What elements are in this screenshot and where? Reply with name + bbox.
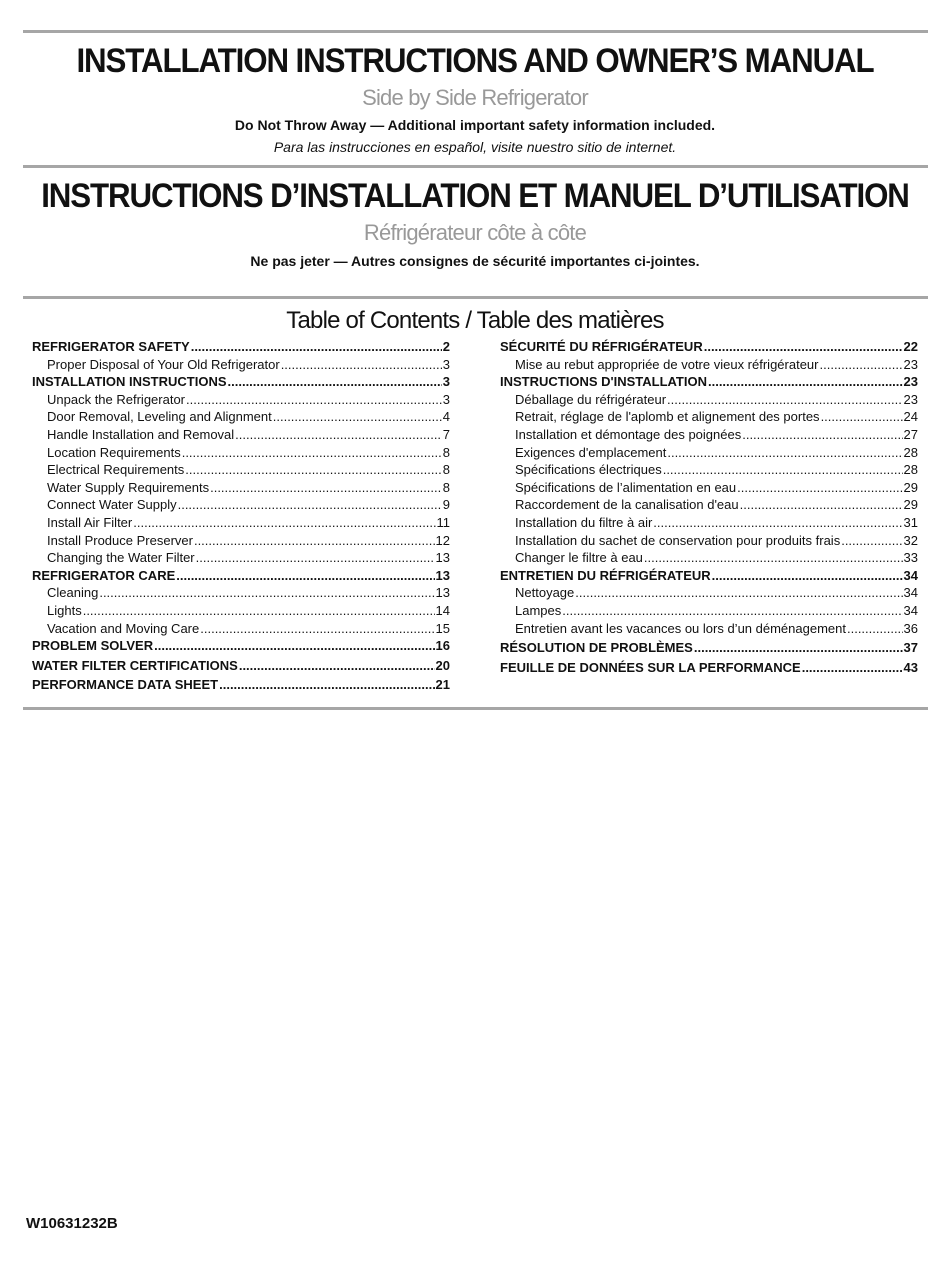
toc-entry[interactable]	[32, 620, 450, 638]
toc-entry-label: Mise au rebut appropriée de votre vieux réfrigérateur	[515, 356, 819, 372]
toc-entry-page: 29	[903, 479, 918, 495]
toc-title: Table of Contents / Table des matières	[286, 307, 664, 334]
toc-entry-page: 32	[903, 532, 918, 548]
toc-entry-page: 8	[442, 462, 450, 478]
toc-entry[interactable]	[32, 514, 450, 532]
toc-entry-label: Door Removal, Leveling and Alignment	[47, 409, 272, 425]
toc-entry-page: 23	[903, 391, 918, 407]
toc-entry-label: WATER FILTER CERTIFICATIONS	[32, 657, 238, 673]
french-subtitle: Réfrigérateur côte à côte	[363, 220, 587, 245]
toc-entry[interactable]	[32, 532, 450, 550]
toc-entry-label: Installation et démontage des poignées	[515, 426, 742, 442]
toc-entry-page: 23	[903, 356, 918, 372]
toc-entry-label: INSTRUCTIONS D'INSTALLATION	[500, 374, 707, 390]
toc-entry[interactable]	[32, 602, 450, 620]
toc-entry[interactable]	[500, 639, 918, 657]
toc-leader-dots	[273, 408, 442, 426]
toc-entry[interactable]	[32, 338, 450, 356]
document-number: W10631232B	[26, 1215, 118, 1232]
toc-entry-page: 20	[435, 657, 450, 673]
english-subtitle: Side by Side Refrigerator	[362, 85, 588, 110]
toc-entry[interactable]	[500, 444, 918, 462]
toc-leader-dots	[820, 356, 903, 374]
toc-entry-page: 8	[442, 444, 450, 460]
toc-entry[interactable]	[500, 356, 918, 374]
toc-entry-label: Installation du sachet de conservation pour produits frais	[515, 532, 841, 548]
toc-leader-dots	[196, 549, 435, 567]
toc-leader-dots	[575, 584, 902, 602]
toc-leader-dots	[200, 620, 434, 638]
toc-entry-page: 11	[436, 514, 450, 530]
toc-entry[interactable]	[500, 514, 918, 532]
toc-leader-dots	[186, 391, 442, 409]
toc-leader-dots	[562, 602, 902, 620]
toc-entry-page: 36	[903, 620, 918, 636]
toc-leader-dots	[663, 461, 903, 479]
top-rule	[23, 30, 928, 33]
toc-entry[interactable]	[500, 659, 918, 677]
toc-entry-label: Handle Installation and Removal	[47, 426, 235, 442]
toc-entry-page: 31	[903, 514, 918, 530]
toc-entry[interactable]	[32, 549, 450, 567]
spanish-note: Para las instrucciones en español, visite nuestro sitio de internet.	[273, 139, 677, 155]
toc-leader-dots	[740, 496, 903, 514]
toc-entry[interactable]	[32, 496, 450, 514]
toc-entry-label: Installation du filtre à air	[515, 514, 653, 530]
toc-divider-rule	[23, 296, 928, 299]
toc-entry[interactable]	[32, 657, 450, 675]
bottom-rule	[23, 707, 928, 710]
toc-english-column	[32, 338, 450, 694]
toc-entry[interactable]	[32, 426, 450, 444]
toc-entry-page: 7	[442, 426, 450, 442]
toc-entry-page: 12	[435, 532, 450, 548]
toc-entry-label: Lampes	[515, 602, 562, 618]
toc-entry-page: 16	[435, 638, 450, 654]
toc-entry-label: Changer le filtre à eau	[515, 550, 643, 566]
toc-entry-label: Spécifications électriques	[515, 462, 662, 478]
toc-entry[interactable]	[500, 408, 918, 426]
toc-entry-page: 13	[435, 585, 450, 601]
english-notice: Do Not Throw Away — Additional important safety information included.	[234, 117, 716, 133]
toc-entry[interactable]	[500, 549, 918, 567]
toc-leader-dots	[847, 620, 903, 638]
toc-leader-dots	[228, 373, 442, 391]
toc-entry[interactable]	[500, 584, 918, 602]
french-title: INSTRUCTIONS D’INSTALLATION ET MANUEL D’UTILISATION	[41, 177, 909, 215]
toc-leader-dots	[191, 338, 442, 356]
toc-leader-dots	[185, 461, 441, 479]
toc-entry[interactable]	[500, 496, 918, 514]
toc-entry[interactable]	[32, 479, 450, 497]
toc-entry-label: Proper Disposal of Your Old Refrigerator	[47, 356, 280, 372]
toc-entry-page: 14	[435, 602, 450, 618]
toc-leader-dots	[154, 637, 434, 655]
english-title: INSTALLATION INSTRUCTIONS AND OWNER’S MANUAL	[76, 42, 874, 80]
toc-entry-label: Water Supply Requirements	[47, 479, 210, 495]
toc-entry[interactable]	[32, 444, 450, 462]
toc-entry-label: Spécifications de l’alimentation en eau	[515, 479, 737, 495]
toc-entry-page: 37	[903, 640, 918, 656]
toc-entry[interactable]	[32, 356, 450, 374]
toc-entry-page: 22	[903, 339, 918, 354]
toc-entry-label: INSTALLATION INSTRUCTIONS	[32, 374, 227, 390]
toc-entry[interactable]	[32, 373, 450, 391]
toc-entry-page: 15	[435, 620, 450, 636]
toc-entry[interactable]	[500, 338, 918, 356]
toc-entry-label: Connect Water Supply	[47, 497, 177, 513]
toc-entry-label: Cleaning	[47, 585, 99, 601]
toc-entry[interactable]	[500, 391, 918, 409]
toc-entry-label: FEUILLE DE DONNÉES SUR LA PERFORMANCE	[500, 659, 801, 675]
french-notice: Ne pas jeter — Autres consignes de sécurité importantes ci-jointes.	[250, 253, 700, 269]
toc-entry[interactable]	[500, 461, 918, 479]
toc-entry-page: 24	[903, 409, 918, 425]
toc-entry[interactable]	[500, 479, 918, 497]
toc-leader-dots	[219, 676, 434, 694]
toc-leader-dots	[694, 639, 903, 657]
toc-entry-page: 3	[442, 391, 450, 407]
toc-entry[interactable]	[500, 426, 918, 444]
toc-leader-dots	[704, 338, 903, 356]
toc-leader-dots	[802, 659, 903, 677]
toc-entry-page: 28	[903, 462, 918, 478]
toc-entry-page: 2	[442, 339, 450, 354]
toc-leader-dots	[194, 532, 435, 550]
toc-entry-page: 33	[903, 550, 918, 566]
toc-entry[interactable]	[32, 584, 450, 602]
toc-entry-label: Nettoyage	[515, 585, 575, 601]
section-divider-rule	[23, 165, 928, 168]
toc-entry-page: 4	[442, 409, 450, 425]
toc-leader-dots	[178, 496, 442, 514]
toc-entry-page: 28	[903, 444, 918, 460]
toc-entry-page: 21	[435, 677, 450, 693]
toc-entry[interactable]	[500, 620, 918, 638]
toc-entry-page: 13	[435, 550, 450, 566]
toc-entry-label: Exigences d'emplacement	[515, 444, 667, 460]
toc-leader-dots	[83, 602, 435, 620]
toc-entry[interactable]	[500, 567, 918, 585]
toc-entry-label: REFRIGERATOR CARE	[32, 567, 176, 583]
toc-entry[interactable]	[500, 602, 918, 620]
toc-entry-label: Entretien avant les vacances ou lors d’un déménagement	[515, 620, 846, 636]
toc-entry-label: Install Produce Preserver	[47, 532, 193, 548]
toc-leader-dots	[182, 444, 442, 462]
toc-leader-dots	[841, 532, 902, 550]
toc-entry-label: PERFORMANCE DATA SHEET	[32, 677, 219, 693]
toc-entry-page: 3	[442, 374, 450, 390]
toc-entry-page: 34	[903, 602, 918, 618]
toc-entry-page: 8	[442, 479, 450, 495]
toc-entry[interactable]	[500, 373, 918, 391]
toc-entry-label: Unpack the Refrigerator	[47, 391, 186, 407]
toc-entry-label: Install Air Filter	[47, 514, 133, 530]
toc-leader-dots	[653, 514, 902, 532]
toc-leader-dots	[742, 426, 902, 444]
toc-entry-label: Lights	[47, 602, 82, 618]
toc-entry[interactable]	[500, 532, 918, 550]
toc-leader-dots	[281, 356, 442, 374]
toc-entry-label: Electrical Requirements	[47, 462, 185, 478]
toc-entry-page: 34	[903, 585, 918, 601]
toc-entry-label: Retrait, réglage de l'aplomb et alignement des portes	[515, 409, 820, 425]
toc-leader-dots	[239, 657, 435, 675]
toc-entry-page: 27	[903, 426, 918, 442]
toc-entry-page: 23	[903, 374, 918, 390]
toc-entry[interactable]	[32, 676, 450, 694]
toc-leader-dots	[133, 514, 435, 532]
toc-leader-dots	[821, 408, 903, 426]
toc-leader-dots	[235, 426, 442, 444]
toc-leader-dots	[644, 549, 903, 567]
toc-entry-label: Raccordement de la canalisation d'eau	[515, 497, 739, 513]
toc-leader-dots	[708, 373, 903, 391]
toc-entry-label: Changing the Water Filter	[47, 550, 195, 566]
toc-entry-label: Location Requirements	[47, 444, 181, 460]
toc-entry-label: SÉCURITÉ DU RÉFRIGÉRATEUR	[500, 339, 703, 354]
toc-entry-label: REFRIGERATOR SAFETY	[32, 339, 190, 354]
toc-entry[interactable]	[32, 461, 450, 479]
toc-entry-label: Déballage du réfrigérateur	[515, 391, 667, 407]
toc-entry-page: 13	[435, 567, 450, 583]
toc-entry[interactable]	[32, 567, 450, 585]
toc-leader-dots	[210, 479, 442, 497]
toc-entry-label: RÉSOLUTION DE PROBLÈMES	[500, 640, 693, 656]
toc-leader-dots	[667, 391, 902, 409]
toc-entry[interactable]	[32, 408, 450, 426]
toc-entry-page: 3	[442, 356, 450, 372]
toc-entry[interactable]	[32, 637, 450, 655]
toc-leader-dots	[737, 479, 902, 497]
toc-entry-label: PROBLEM SOLVER	[32, 638, 154, 654]
toc-entry-page: 9	[442, 497, 450, 513]
toc-entry-page: 29	[903, 497, 918, 513]
toc-entry-label: Vacation and Moving Care	[47, 620, 200, 636]
toc-leader-dots	[176, 567, 434, 585]
toc-entry-page: 34	[903, 567, 918, 583]
toc-entry-page: 43	[903, 659, 918, 675]
toc-leader-dots	[712, 567, 903, 585]
toc-french-column	[500, 338, 918, 676]
toc-leader-dots	[667, 444, 902, 462]
toc-entry-label: ENTRETIEN DU RÉFRIGÉRATEUR	[500, 567, 711, 583]
toc-leader-dots	[99, 584, 434, 602]
toc-entry[interactable]	[32, 391, 450, 409]
